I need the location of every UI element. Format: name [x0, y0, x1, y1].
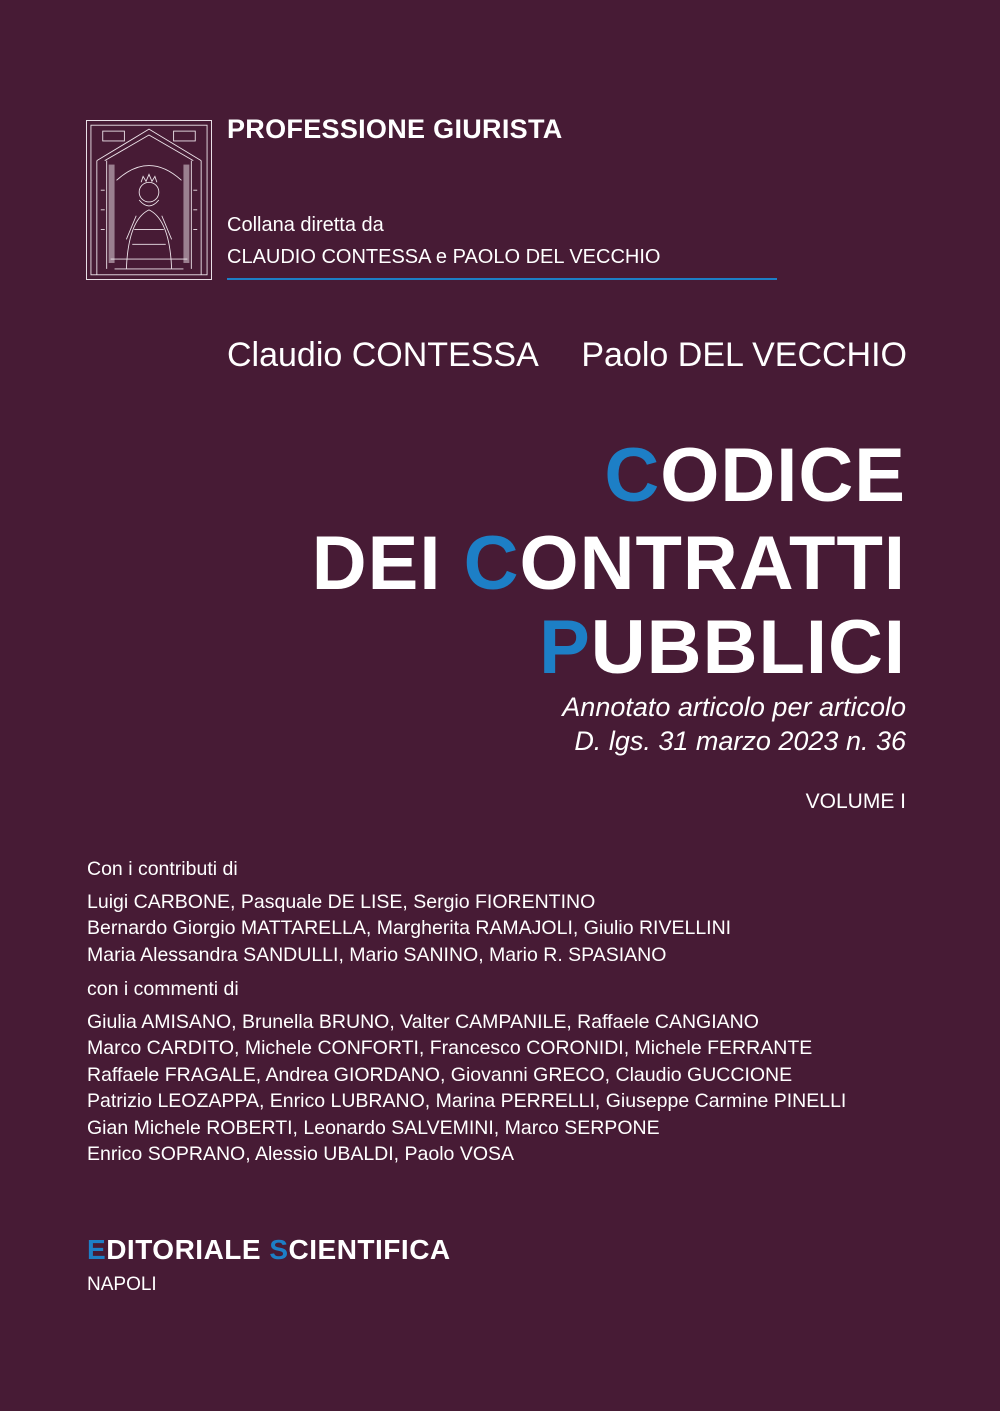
publisher-initial: S: [269, 1234, 289, 1265]
commentator-line: Patrizio LEOZAPPA, Enrico LUBRANO, Marina PERRELLI, Giuseppe Carmine PINELLI: [87, 1090, 847, 1112]
contributor-line: Bernardo Giorgio MATTARELLA, Margherita RAMAJOLI, Giulio RIVELLINI: [87, 917, 732, 939]
commentator-line: Marco CARDITO, Michele CONFORTI, Francesco CORONIDI, Michele FERRANTE: [87, 1037, 813, 1059]
volume-label: VOLUME I: [805, 790, 906, 813]
title-text: UBBLICI: [590, 605, 906, 690]
title-text: DEI: [311, 521, 464, 606]
book-title-line-3: [539, 605, 906, 690]
author-name: Claudio CONTESSA: [227, 336, 539, 374]
series-name: PROFESSIONE GIURISTA: [227, 114, 563, 144]
publisher-city: NAPOLI: [87, 1274, 157, 1295]
commentator-line: Giulia AMISANO, Brunella BRUNO, Valter CAMPANILE, Raffaele CANGIANO: [87, 1010, 759, 1033]
series-divider: [227, 278, 777, 280]
series-subtitle: Collana diretta da: [227, 214, 384, 236]
subtitle-line: Annotato articolo per articolo: [562, 692, 906, 722]
contributors-section: [87, 856, 927, 1168]
author-name: Paolo DEL VECCHIO: [581, 336, 907, 374]
title-initial: C: [604, 433, 661, 518]
publisher-name: [87, 1234, 451, 1266]
publisher-initial: E: [87, 1234, 107, 1265]
title-text: ONTRATTI: [519, 521, 906, 606]
series-directors: CLAUDIO CONTESSA e PAOLO DEL VECCHIO: [227, 246, 661, 268]
contributor-line: Maria Alessandra SANDULLI, Mario SANINO, Mario R. SPASIANO: [87, 943, 667, 966]
title-text: ODICE: [660, 433, 906, 518]
authors: [227, 336, 907, 375]
commentator-line: Gian Michele ROBERTI, Leonardo SALVEMINI, Marco SERPONE: [87, 1116, 660, 1139]
commentator-line: Raffaele FRAGALE, Andrea GIORDANO, Giovanni GRECO, Claudio GUCCIONE: [87, 1063, 793, 1086]
comments-heading: con i commenti di: [87, 978, 239, 1000]
contributions-heading: Con i contributi di: [87, 858, 238, 880]
publisher-text: CIENTIFICA: [288, 1234, 451, 1265]
enthroned-king-illustration: [87, 121, 211, 279]
title-initial: P: [539, 605, 591, 690]
contributor-line: Luigi CARBONE, Pasquale DE LISE, Sergio FIORENTINO: [87, 890, 596, 913]
title-initial: C: [463, 521, 520, 606]
commentator-line: Enrico SOPRANO, Alessio UBALDI, Paolo VOSA: [87, 1143, 515, 1165]
publisher-text: DITORIALE: [106, 1234, 270, 1265]
book-title-line-1: [604, 433, 906, 518]
book-title-line-2: [311, 521, 906, 606]
series-emblem-image: [86, 120, 212, 280]
book-subtitle: [562, 690, 906, 758]
subtitle-line: D. lgs. 31 marzo 2023 n. 36: [574, 726, 906, 756]
